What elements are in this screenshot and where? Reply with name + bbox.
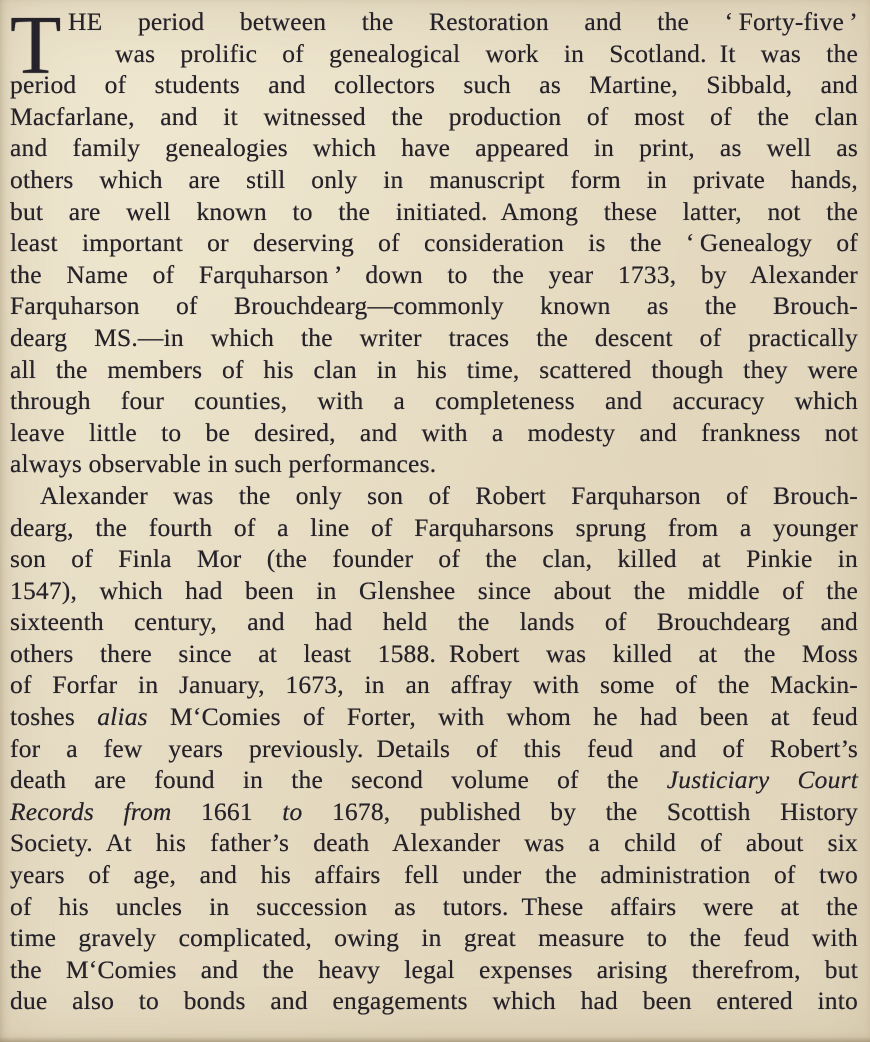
text-line: for a few years previously. Details of this feud and of Robert’s [10, 733, 858, 763]
text-line: the Name of Farquharson ’ down to the year 1733, by Alexander [10, 259, 858, 289]
text-line: HE period between the Restoration and the ‘ Forty-five ’ [68, 7, 858, 36]
text-line: death are found in the second volume of the Justiciary Court [10, 765, 858, 795]
page-bottom-shadow [0, 1037, 870, 1042]
text-line: and family genealogies which have appeared in print, as well as [10, 133, 858, 163]
text-line: others there since at least 1588. Robert was killed at the Moss [10, 638, 858, 668]
text-line: sixteenth century, and had held the lands of Brouchdearg and [10, 607, 858, 637]
text-line: least important or deserving of consideration is the ‘ Genealogy of [10, 228, 858, 258]
text-line: all the members of his clan in his time, scattered though they were [10, 354, 858, 384]
text-line: 1547), which had been in Glenshee since about the middle of the [10, 575, 858, 605]
text-line: the M‘Comies and the heavy legal expenses arising therefrom, but [10, 954, 858, 984]
text-line: always observable in such performances. [10, 449, 437, 479]
text-line: Farquharson of Brouchdearg—commonly known as the Brouch- [10, 291, 858, 321]
text-line: Macfarlane, and it witnessed the production of most of the clan [10, 101, 858, 131]
text-line: dearg MS.—in which the writer traces the descent of practically [10, 322, 858, 352]
paragraph-1 [10, 0, 858, 480]
text-line: through four counties, with a completeness and accuracy which [10, 386, 858, 416]
text-line: others which are still only in manuscript form in private hands, [10, 164, 858, 194]
text-line: Society. At his father’s death Alexander was a child of about six [10, 828, 858, 858]
text-line: time gravely complicated, owing in great measure to the feud with [10, 923, 858, 953]
text-line: years of age, and his affairs fell under the administration of two [10, 860, 858, 890]
text-line: of Forfar in January, 1673, in an affray with some of the Mackin- [10, 670, 858, 700]
text-line: period of students and collectors such as Martine, Sibbald, and [10, 70, 858, 100]
drop-cap-letter: T [10, 0, 62, 92]
text-line: dearg, the fourth of a line of Farquharsons sprung from a younger [10, 512, 858, 542]
text-line: leave little to be desired, and with a modesty and frankness not [10, 417, 858, 447]
text-line: son of Finla Mor (the founder of the clan, killed at Pinkie in [10, 544, 858, 574]
text-line: but are well known to the initiated. Among these latter, not the [10, 196, 858, 226]
text-line: toshes alias M‘Comies of Forter, with whom he had been at feud [10, 702, 858, 732]
text-line: of his uncles in succession as tutors. These affairs were at the [10, 891, 858, 921]
text-line: Alexander was the only son of Robert Farquharson of Brouch- [40, 480, 858, 510]
paragraph-2 [10, 480, 858, 1017]
text-line: Records from 1661 to 1678, published by the Scottish History [10, 796, 858, 826]
text-line: was prolific of genealogical work in Scotland. It was the [115, 38, 858, 68]
text-line: due also to bonds and engagements which had been entered into [10, 986, 858, 1016]
